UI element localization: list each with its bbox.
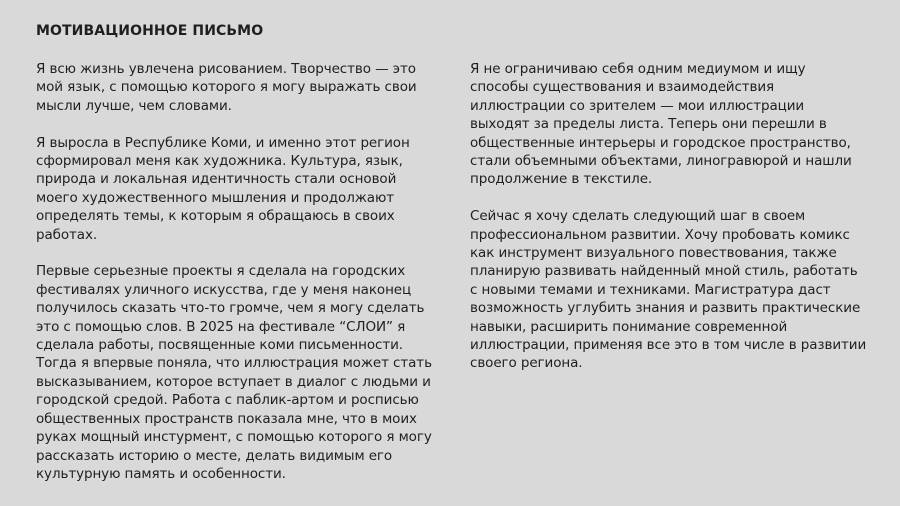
right-column (470, 60, 870, 391)
paragraph: Первые серьезные проекты я сделала на городских фестивалях уличного искусства, где у меня наконец получилось сказать что-то громче, чем я могу сделать это с помощью слов. В 2025 на фестивале “СЛОИ” я сделала работы, посвященные коми письменности. Тогда я впервые поняла, что иллюстрация может стать высказыванием, которое вступает в диалог с людьми и городской средой. Работа с паблик-артом и росписью общественных пространств показала мне, что в моих руках мощный инстурмент, с помощью которого я могу рассказать историю о месте, делать видимым его культурную память и особенности. (36, 263, 432, 482)
left-column (36, 60, 436, 502)
paragraph: Я всю жизнь увлечена рисованием. Творчество — это мой язык, с помощью которого я могу выражать свои мысли лучше, чем словами. (36, 61, 417, 114)
paragraph: Я не ограничиваю себя одним медиумом и ищу способы существования и взаимодействия иллюстрации со зрителем — мои иллюстрации выходят за пределы листа. Теперь они перешли в общественные интерьеры и городское пространство, стали объемными объектами, линогравюрой и нашли продолжение в текстиле. (470, 61, 852, 188)
paragraph: Сейчас я хочу сделать следующий шаг в своем профессиональном развитии. Хочу пробовать комикс как инструмент визуального повествования, также планирую развивать найденный мной стиль, работать с новыми темами и техниками. Магистратура даст возможность углубить знания и развить практические навыки, расширить понимание современной иллюстрации, применяя все это в том числе в развитии своего региона. (470, 208, 867, 372)
paragraph: Я выросла в Республике Коми, и именно этот регион сформировал меня как художника. Культура, язык, природа и локальная идентичность стали основой моего художественного мышления и продолжают определять темы, к которым я обращаюсь в своих работах. (36, 134, 410, 243)
page-title: МОТИВАЦИОННОЕ ПИСЬМО (36, 23, 264, 39)
